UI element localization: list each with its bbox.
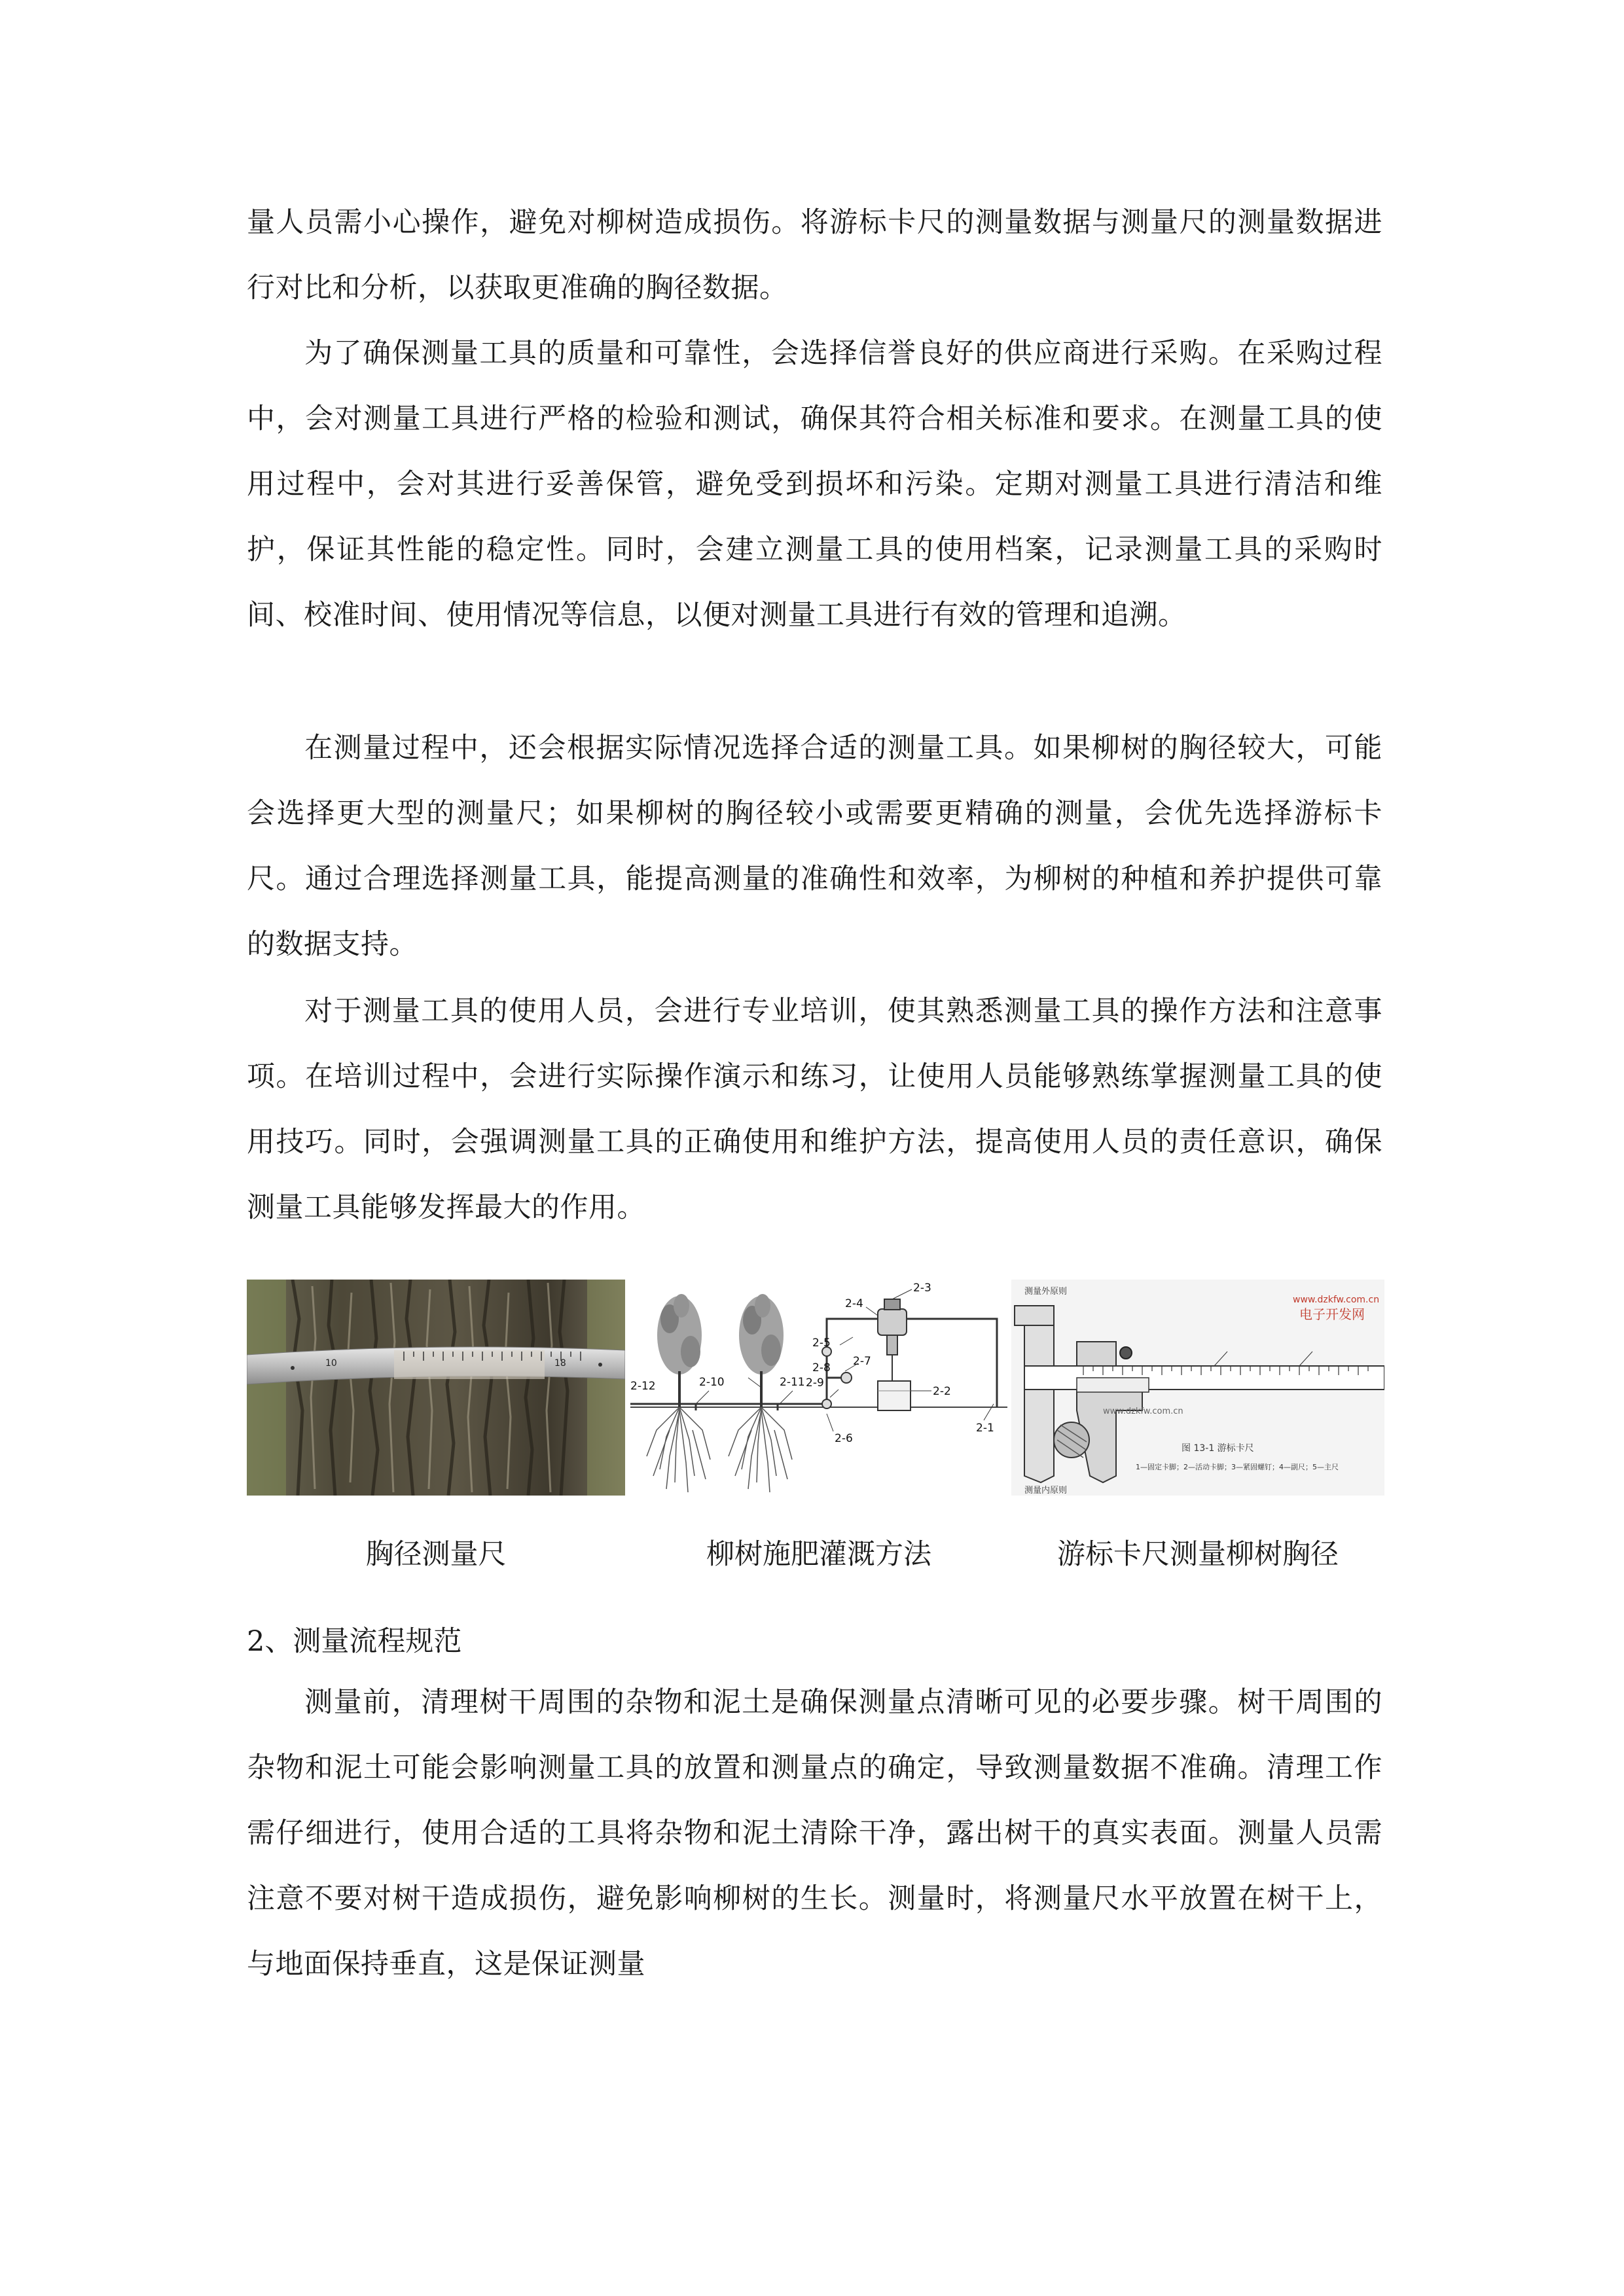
caliper-lock-screw xyxy=(1120,1347,1132,1359)
label-2-8: 2-8 xyxy=(812,1361,831,1374)
figure-caption-diameter-tape: 胸径测量尺 xyxy=(365,1538,507,1571)
label-2-7: 2-7 xyxy=(853,1355,871,1368)
section-heading: 2、测量流程规范 xyxy=(247,1625,462,1658)
figure-irrigation-diagram xyxy=(630,1280,1007,1496)
paragraph-2: 为了确保测量工具的质量和可靠性，会选择信誉良好的供应商进行采购。在采购过程中，会对测量工具进行严格的检验和测试，确保其符合相关标准和要求。在测量工具的使用过程中，会对其进行妥善保管，避免受到损坏和污染。定期对测量工具进行清洁和维护，保证其性能的稳定性。同时，会建立测量工具的使用档案，记录测量工具的采购时间、校准时间、使用情况等信息，以便对测量工具进行有效的管理和追溯。 xyxy=(247,337,1382,632)
watermark-url-mid: www.dzkfw.com.cn xyxy=(1103,1407,1183,1416)
label-2-5: 2-5 xyxy=(812,1336,831,1350)
vernier-caliper-diagram xyxy=(1011,1280,1384,1496)
watermark-site: 电子开发网 xyxy=(1299,1306,1365,1322)
label-outer-measure: 测量外原则 xyxy=(1024,1287,1068,1297)
label-2-3: 2-3 xyxy=(913,1282,931,1295)
label-2-9: 2-9 xyxy=(806,1376,824,1390)
irrigation-diagram xyxy=(630,1280,1007,1496)
tree-trunk-tape-image xyxy=(247,1280,625,1496)
caliper-figure-legend: 1—固定卡脚；2—活动卡脚；3—紧固螺钉；4—副尺；5—主尺 xyxy=(1136,1463,1339,1471)
caliper-vernier-scale xyxy=(1077,1378,1149,1392)
tape-mark-right: 18 xyxy=(554,1358,566,1369)
label-2-11: 2-11 xyxy=(780,1376,805,1389)
figure-caption-irrigation: 柳树施肥灌溉方法 xyxy=(706,1538,931,1571)
label-2-2: 2-2 xyxy=(933,1385,951,1398)
paragraph-1: 量人员需小心操作，避免对柳树造成损伤。将游标卡尺的测量数据与测量尺的测量数据进行对比和分析，以获取更准确的胸径数据。 xyxy=(247,206,1382,304)
label-2-4: 2-4 xyxy=(845,1297,863,1310)
label-2-10: 2-10 xyxy=(699,1376,725,1389)
caliper-fixed-jaw xyxy=(1024,1390,1054,1482)
caliper-figure-title: 图 13-1 游标卡尺 xyxy=(1182,1443,1254,1454)
fertilizer-tank xyxy=(878,1381,911,1410)
label-2-1: 2-1 xyxy=(976,1422,994,1435)
watermark-url-top: www.dzkfw.com.cn xyxy=(1293,1295,1380,1305)
figure-caption-vernier-caliper: 游标卡尺测量柳树胸径 xyxy=(1057,1538,1339,1571)
label-inner-measure: 测量内原则 xyxy=(1024,1486,1068,1496)
paragraph-3: 在测量过程中，还会根据实际情况选择合适的测量工具。如果柳树的胸径较大，可能会选择更大型的测量尺；如果柳树的胸径较小或需要更精确的测量，会优先选择游标卡尺。通过合理选择测量工具，能提高测量的准确性和效率，为柳树的种植和养护提供可靠的数据支持。 xyxy=(247,732,1382,961)
figure-diameter-tape-photo xyxy=(247,1280,625,1496)
tape-mark-left: 10 xyxy=(325,1358,337,1369)
label-2-12: 2-12 xyxy=(630,1380,656,1393)
figure-vernier-caliper xyxy=(1011,1280,1384,1496)
label-2-6: 2-6 xyxy=(835,1432,853,1445)
paragraph-4: 对于测量工具的使用人员，会进行专业培训，使其熟悉测量工具的操作方法和注意事项。在培训过程中，会进行实际操作演示和练习，让使用人员能够熟练掌握测量工具的使用技巧。同时，会强调测量工具的正确使用和维护方法，提高使用人员的责任意识，确保测量工具能够发挥最大的作用。 xyxy=(247,995,1382,1224)
paragraph-5: 测量前，清理树干周围的杂物和泥土是确保测量点清晰可见的必要步骤。树干周围的杂物和泥土可能会影响测量工具的放置和测量点的确定，导致测量数据不准确。清理工作需仔细进行，使用合适的工具将杂物和泥土清除干净，露出树干的真实表面。测量人员需注意不要对树干造成损伤，避免影响柳树的生长。测量时，将测量尺水平放置在树干上，与地面保持垂直，这是保证测量 xyxy=(247,1686,1382,1981)
